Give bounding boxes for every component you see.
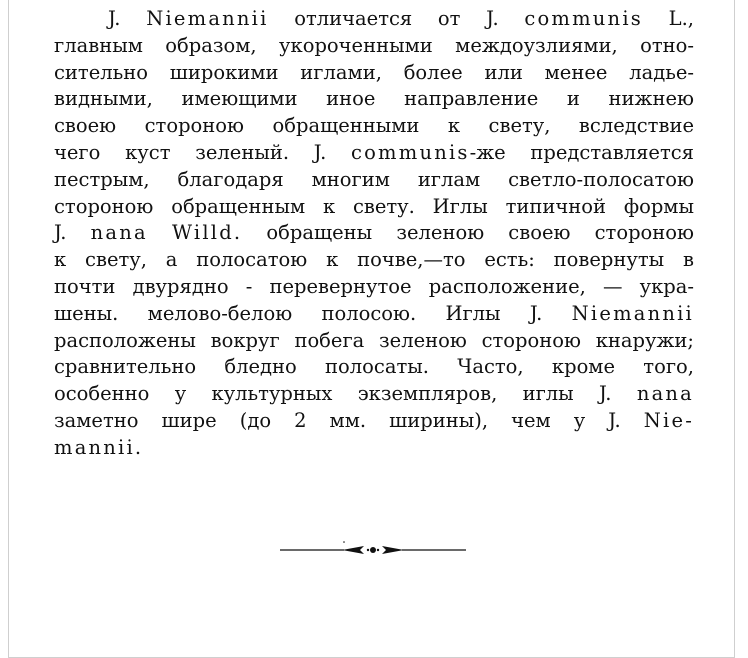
spaced-taxon-name: nana [636,382,694,406]
text-line [54,247,694,274]
text-fragment: видными, имеющими иное направление и нижнею [54,87,694,111]
spaced-taxon-name: nana [90,221,148,245]
text-line [54,86,694,113]
text-fragment: чего куст зеленый. J. [54,140,351,164]
paragraph-body [54,6,694,462]
text-fragment: обращены зеленою своею стороною [242,221,694,245]
spaced-taxon-name: communis [524,7,643,30]
text-fragment: главным образом, укороченными междоузлиями, отно- [54,33,694,57]
text-fragment: стороною обращенным к свету. Иглы типичной формы [54,194,694,218]
text-fragment: сительно широкими иглами, более или менее ладье- [54,60,694,84]
spaced-taxon-name: Nie- [643,408,694,432]
text-fragment: заметно шире (до 2 мм. ширины), чем у J. [54,408,644,432]
text-line [54,354,694,381]
spaced-taxon-name: communis [351,140,470,164]
text-fragment: сравнительно бледно полосаты. Часто, кроме того, [54,355,694,379]
text-line [54,33,694,60]
text-fragment: пестрым, благодаря многим иглам светло-полосатою [54,167,694,191]
spaced-taxon-name: Niemannii [146,7,269,30]
text-line [54,328,694,355]
spaced-taxon-name: mannii. [54,435,144,459]
text-fragment: шены. мелово-белою полосою. Иглы J. [54,301,572,325]
spaced-taxon-name: Willd. [171,221,243,245]
ornament-divider [280,540,466,560]
text-fragment: расположены вокруг побега зеленою стороною кнаружи; [54,328,694,352]
text-fragment: к свету, а полосатою к почве,—то есть: повернуты в [54,248,694,272]
text-fragment: -же представляется [469,140,694,164]
text-fragment: отличается от J. [268,7,525,30]
text-line [54,408,694,435]
text-line [54,381,694,408]
text-line [54,167,694,194]
text-line [54,194,694,221]
text-fragment: L., [642,7,695,30]
text-line [54,274,694,301]
text-line [54,301,694,328]
text-line [54,6,694,33]
text-fragment: J. [54,221,91,245]
text-fragment [148,221,172,244]
text-line [54,113,694,140]
text-line [54,220,694,247]
text-line [54,435,694,462]
spaced-taxon-name: Niemannii [571,301,694,325]
text-fragment: J. [108,7,147,30]
text-fragment: почти двурядно - перевернутое расположение, — укра- [54,274,694,298]
text-fragment: своею стороною обращенными к свету, вследствие [54,114,694,138]
text-line [54,60,694,87]
text-line [54,140,694,167]
text-fragment: особенно у культурных экземпляров, иглы J. [54,382,637,406]
